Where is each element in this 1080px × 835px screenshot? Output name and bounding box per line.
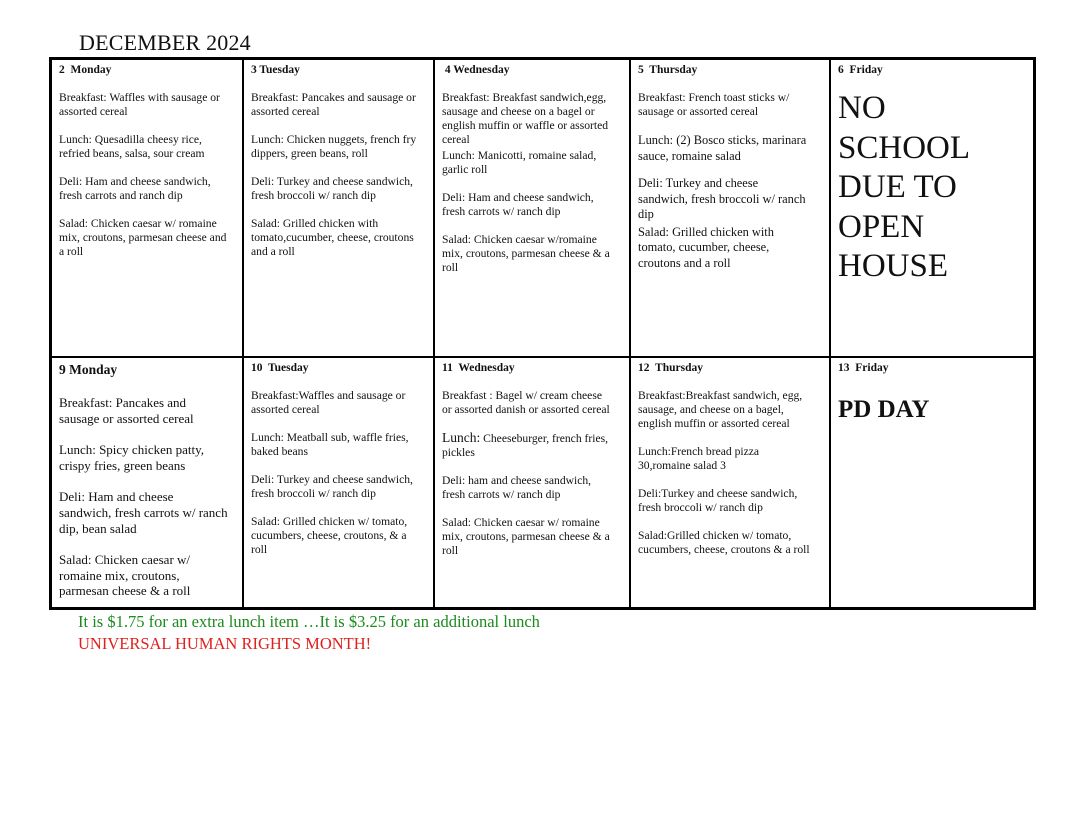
lunch-item: Lunch: Spicy chicken patty, crispy fries, green beans xyxy=(59,442,205,473)
no-school-notice: NO SCHOOL DUE TO OPEN HOUSE xyxy=(838,90,971,284)
deli-item: Deli: Ham and cheese sandwich, fresh carrots w/ ranch dip xyxy=(442,191,594,218)
breakfast-item: Breakfast: Waffles with sausage or assorted cereal xyxy=(59,91,220,118)
day-cell-dec-2 xyxy=(52,60,244,358)
menu-calendar xyxy=(49,57,1036,610)
day-cell-dec-11 xyxy=(435,358,631,607)
day-cell-dec-12 xyxy=(631,358,831,607)
salad-item: Salad: Chicken caesar w/ romaine mix, croutons, parmesan cheese and a roll xyxy=(59,217,227,258)
lunch-item: Lunch: Quesadilla cheesy rice, refried beans, salsa, sour cream xyxy=(59,133,205,160)
breakfast-item: Breakfast : Bagel w/ cream cheese or assorted danish or assorted cereal xyxy=(442,389,610,416)
salad-item: Salad: Grilled chicken w/ tomato, cucumbers, cheese, croutons, & a roll xyxy=(251,515,408,556)
pd-day-notice: PD DAY xyxy=(838,396,930,423)
day-header: 9 Monday xyxy=(59,362,118,377)
day-cell-dec-4 xyxy=(435,60,631,358)
lunch-label: Lunch: xyxy=(442,430,481,445)
breakfast-item: Breakfast:Breakfast sandwich, egg, sausage, and cheese on a bagel, english muffin or assorted cereal xyxy=(638,389,803,430)
day-cell-dec-10 xyxy=(244,358,435,607)
salad-item: Salad: Chicken caesar w/romaine mix, croutons, parmesan cheese & a roll xyxy=(442,233,610,274)
day-header: 12 Thursday xyxy=(638,362,703,374)
breakfast-item: Breakfast: Pancakes and sausage or assorted cereal xyxy=(59,395,194,426)
extra-lunch-price-note: It is $1.75 for an extra lunch item …It is $3.25 for an additional lunch xyxy=(78,612,540,631)
day-header: 3 Tuesday xyxy=(251,64,300,76)
day-header: 6 Friday xyxy=(838,64,883,76)
deli-item: Deli: ham and cheese sandwich, fresh carrots w/ ranch dip xyxy=(442,474,592,501)
day-header: 5 Thursday xyxy=(638,64,698,76)
day-cell-dec-6 xyxy=(831,60,1033,358)
lunch-item xyxy=(442,431,623,460)
day-header: 4 Wednesday xyxy=(442,64,510,76)
day-cell-dec-3 xyxy=(244,60,435,358)
lunch-item: Lunch: (2) Bosco sticks, marinara sauce, romaine salad xyxy=(638,133,807,163)
deli-item: Deli: Turkey and cheese sandwich, fresh broccoli w/ ranch dip xyxy=(638,176,806,221)
page-title: DECEMBER 2024 xyxy=(79,30,251,55)
salad-item: Salad: Grilled chicken with tomato,cucumber, cheese, croutons and a roll xyxy=(251,217,414,258)
day-header: 11 Wednesday xyxy=(442,362,515,374)
day-cell-dec-13 xyxy=(831,358,1033,607)
lunch-item: Lunch:French bread pizza 30,romaine salad 3 xyxy=(638,445,760,472)
salad-item: Salad: Chicken caesar w/ romaine mix, croutons, parmesan cheese & a roll xyxy=(442,516,610,557)
day-cell-dec-9 xyxy=(52,358,244,607)
lunch-item: Lunch: Chicken nuggets, french fry dippers, green beans, roll xyxy=(251,133,417,160)
salad-item: Salad: Chicken caesar w/ romaine mix, croutons, parmesan cheese & a roll xyxy=(59,552,191,599)
breakfast-item: Breakfast: Pancakes and sausage or assorted cereal xyxy=(251,91,416,118)
day-cell-dec-5 xyxy=(631,60,831,358)
salad-item: Salad: Grilled chicken with tomato, cucumber, cheese, croutons and a roll xyxy=(638,224,774,270)
breakfast-item: Breakfast:Waffles and sausage or assorted cereal xyxy=(251,389,406,416)
day-header: 10 Tuesday xyxy=(251,362,309,374)
day-header: 13 Friday xyxy=(838,362,889,374)
deli-item: Deli: Turkey and cheese sandwich, fresh broccoli w/ ranch dip xyxy=(251,175,413,202)
human-rights-month-note: UNIVERSAL HUMAN RIGHTS MONTH! xyxy=(78,634,372,653)
lunch-text: Cheeseburger, french fries, pickles xyxy=(442,432,609,459)
deli-item: Deli: Ham and cheese sandwich, fresh carrots and ranch dip xyxy=(59,175,211,202)
deli-item: Deli: Ham and cheese sandwich, fresh carrots w/ ranch dip, bean salad xyxy=(59,489,228,536)
deli-item: Deli: Turkey and cheese sandwich, fresh broccoli w/ ranch dip xyxy=(251,473,413,500)
deli-item: Deli:Turkey and cheese sandwich, fresh broccoli w/ ranch dip xyxy=(638,487,798,514)
day-header: 2 Monday xyxy=(59,64,112,76)
lunch-item: Lunch: Manicotti, romaine salad, garlic roll xyxy=(442,149,597,176)
salad-item: Salad:Grilled chicken w/ tomato, cucumbers, cheese, croutons & a roll xyxy=(638,529,810,556)
breakfast-item: Breakfast: Breakfast sandwich,egg, sausage and cheese on a bagel or english muffin or waffle or assorted cereal xyxy=(442,91,609,146)
breakfast-item: Breakfast: French toast sticks w/ sausage or assorted cereal xyxy=(638,91,790,118)
lunch-item: Lunch: Meatball sub, waffle fries, baked beans xyxy=(251,431,409,458)
